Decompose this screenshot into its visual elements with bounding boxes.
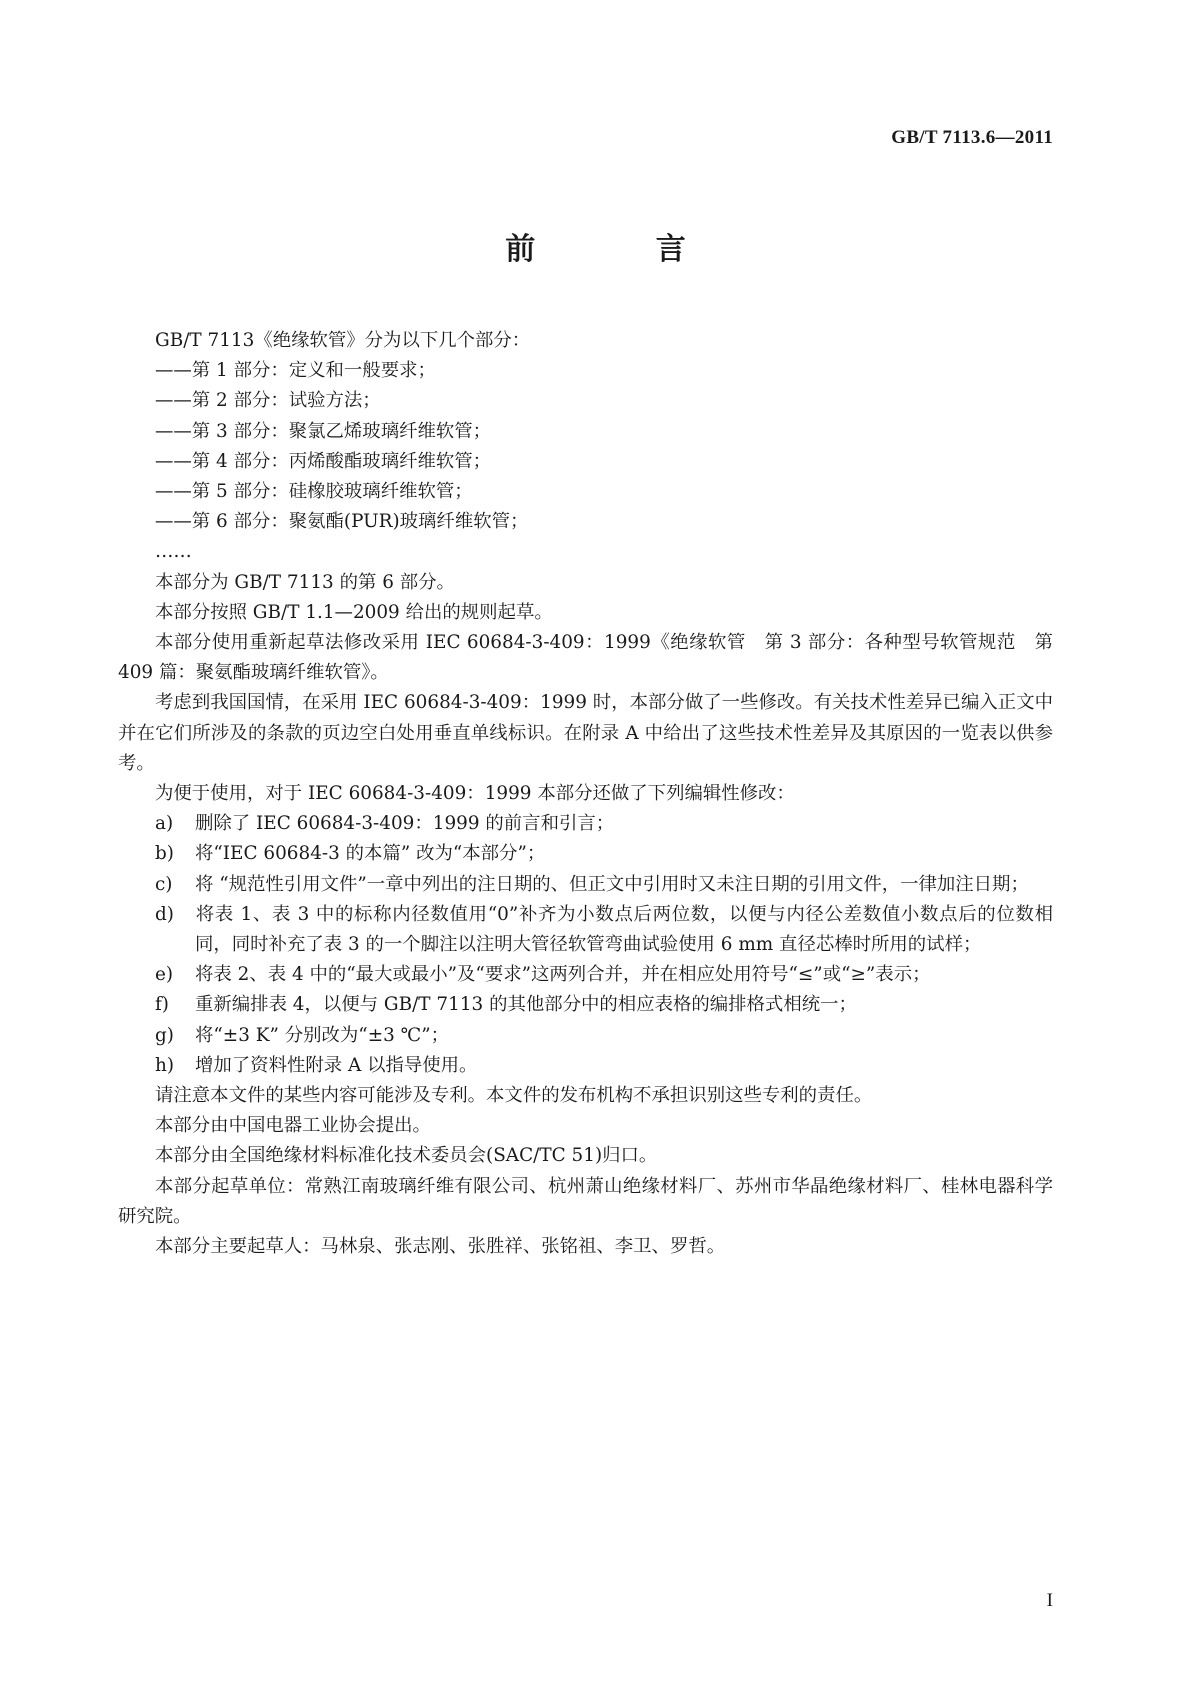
paragraph: 请注意本文件的某些内容可能涉及专利。本文件的发布机构不承担识别这些专利的责任。 [155, 1085, 873, 1107]
edit-text: 将“IEC 60684-3 的本篇” 改为“本部分”； [195, 843, 546, 865]
edit-item [118, 900, 1053, 960]
edit-marker: e) [155, 964, 174, 986]
part-item-ellipsis: …… [155, 541, 192, 563]
edit-item [118, 960, 1053, 990]
edit-item [118, 1021, 1053, 1051]
paragraph: 为便于使用，对于 IEC 60684-3-409：1999 本部分还做了下列编辑性修改： [155, 783, 795, 805]
edit-marker: d) [155, 903, 174, 925]
edit-item [118, 1051, 1053, 1081]
paragraph: 本部分按照 GB/T 1.1—2009 给出的规则起草。 [155, 601, 553, 623]
paragraph: 本部分起草单位：常熟江南玻璃纤维有限公司、杭州萧山绝缘材料厂、苏州市华晶绝缘材料厂、桂林电器科学研究院。 [118, 1175, 1053, 1227]
edit-marker: g) [155, 1024, 174, 1046]
parts-intro: GB/T 7113《绝缘软管》分为以下几个部分： [155, 330, 531, 351]
edit-text: 将 “规范性引用文件”一章中列出的注日期的、但正文中引用时又未注日期的引用文件，一律加注日期； [195, 873, 1029, 895]
paragraph: 本部分主要起草人：马林泉、张志刚、张胜祥、张铭祖、李卫、罗哲。 [155, 1236, 726, 1258]
edit-marker: b) [155, 843, 174, 865]
editorial-changes-list [118, 809, 1053, 1081]
page-number: I [1046, 1590, 1053, 1611]
edit-item [118, 870, 1053, 900]
edit-text: 删除了 IEC 60684-3-409：1999 的前言和引言； [195, 813, 615, 835]
paragraph: 本部分使用重新起草法修改采用 IEC 60684-3-409：1999《绝缘软管 第 3 部分：各种型号软管规范 第409 篇：聚氨酯玻璃纤维软管》。 [118, 632, 1053, 684]
edit-marker: a) [155, 813, 174, 835]
paragraph: 考虑到我国国情，在采用 IEC 60684-3-409：1999 时，本部分做了一些修改。有关技术性差异已编入正文中并在它们所涉及的条款的页边空白处用垂直单线标识。在附录 A 中给出了这些技术性差异及其原因的一览表以供参考。 [118, 692, 1053, 774]
edit-item [118, 839, 1053, 869]
part-item: ——第 5 部分：硅橡胶玻璃纤维软管； [155, 481, 473, 503]
edit-marker: f) [155, 994, 169, 1016]
paragraph: 本部分由全国绝缘材料标准化技术委员会(SAC/TC 51)归口。 [155, 1145, 658, 1167]
foreword-body [118, 326, 1053, 1262]
edit-marker: c) [155, 873, 173, 895]
part-item: ——第 2 部分：试验方法； [155, 390, 381, 412]
part-item: ——第 6 部分：聚氨酯(PUR)玻璃纤维软管； [155, 511, 529, 533]
paragraph: 本部分由中国电器工业协会提出。 [155, 1115, 431, 1137]
edit-text: 将“±3 K” 分别改为“±3 ℃”； [195, 1024, 450, 1046]
edit-marker: h) [155, 1054, 175, 1076]
edit-item [118, 990, 1053, 1020]
edit-text: 将表 2、表 4 中的“最大或最小”及“要求”这两列合并，并在相应处用符号“≤”或“≥”表示； [195, 964, 931, 986]
edit-item [118, 809, 1053, 839]
part-item: ——第 1 部分：定义和一般要求； [155, 360, 436, 382]
edit-text: 将表 1、表 3 中的标称内径数值用“0”补齐为小数点后两位数，以便与内径公差数值小数点后的位数相同，同时补充了表 3 的一个脚注以注明大管径软管弯曲试验使用 6 mm 直径芯棒时所用的试样； [195, 903, 1053, 956]
edit-text: 重新编排表 4，以便与 GB/T 7113 的其他部分中的相应表格的编排格式相统一； [195, 994, 857, 1016]
part-item: ——第 4 部分：丙烯酸酯玻璃纤维软管； [155, 450, 492, 472]
edit-text: 增加了资料性附录 A 以指导使用。 [195, 1054, 478, 1076]
paragraph: 本部分为 GB/T 7113 的第 6 部分。 [155, 571, 455, 593]
page-title: 前 言 [505, 232, 741, 267]
standard-code: GB/T 7113.6—2011 [891, 127, 1053, 148]
parts-list [118, 356, 1053, 567]
part-item: ——第 3 部分：聚氯乙烯玻璃纤维软管； [155, 420, 492, 442]
